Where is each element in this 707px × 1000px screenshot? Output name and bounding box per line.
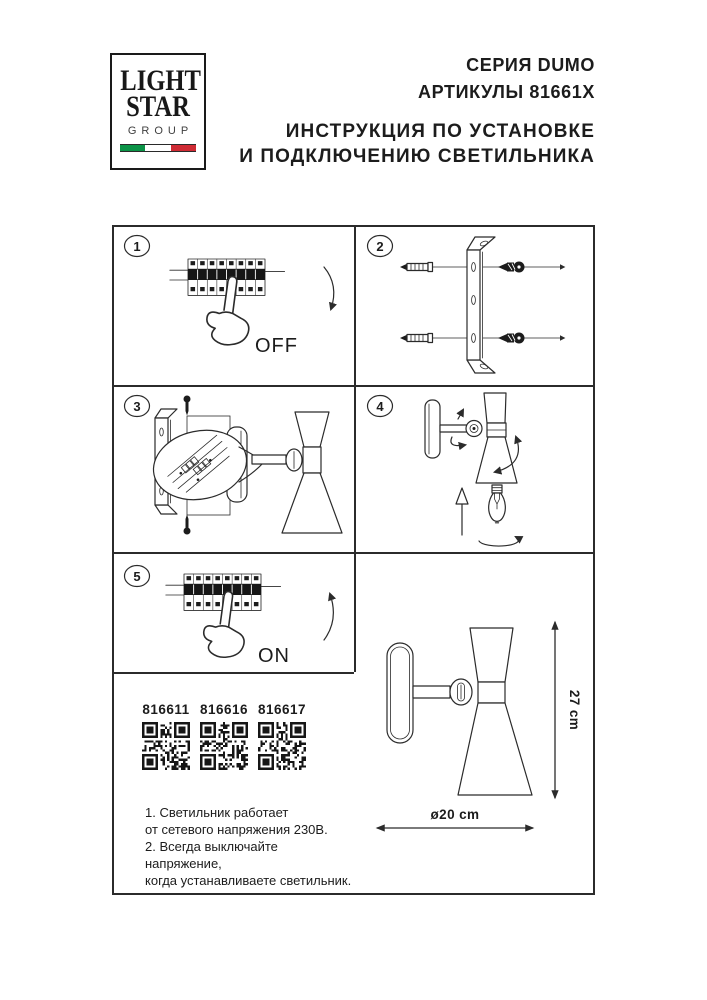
header-text: [239, 52, 595, 169]
instruction-title: [239, 119, 595, 169]
dimension-drawing: [354, 552, 595, 893]
step3-diagram: [112, 385, 354, 552]
rotate-up-arrow-icon: [458, 410, 463, 419]
step3-number-badge: [125, 396, 150, 417]
svg-text:5: 5: [133, 569, 141, 584]
article-item: [195, 702, 253, 770]
flag-green-stripe: [120, 145, 145, 151]
logo-word-group: GROUP: [127, 125, 194, 137]
screw-top-icon: [184, 396, 191, 416]
article-item: [137, 702, 195, 770]
svg-text:2: 2: [376, 239, 384, 254]
dowel-and-screw-bottom: [400, 333, 564, 344]
note-line: когда устанавливаете светильник.: [145, 873, 352, 888]
qr-code: [258, 722, 306, 770]
step5-diagram: [112, 552, 354, 672]
logo-word-light: LIGHT: [120, 64, 201, 97]
article-code: 816616: [199, 702, 249, 717]
instruction-title-line1: ИНСТРУКЦИЯ ПО УСТАНОВКЕ: [285, 121, 595, 142]
flag-white-stripe: [145, 145, 170, 151]
screw-bottom-icon: [184, 515, 191, 535]
insert-arrow-icon: [456, 488, 468, 535]
svg-text:3: 3: [133, 399, 141, 414]
arrow-down-icon: [324, 267, 334, 309]
height-label: 27 cm: [567, 689, 582, 731]
on-label: ON: [258, 645, 290, 667]
logo-word-star: STAR: [126, 90, 190, 123]
qr-code: [142, 722, 190, 770]
diameter-label: ø20 cm: [430, 807, 480, 822]
step4-number-badge: [368, 396, 393, 417]
qr-code: [200, 722, 248, 770]
flag-red-stripe: [171, 145, 196, 151]
safety-notes: [145, 804, 354, 889]
note-line: от сетевого напряжения 230В.: [145, 822, 328, 837]
articles-title: АРТИКУЛЫ 81661X: [418, 82, 595, 102]
article-code: 816611: [142, 702, 190, 717]
step1-diagram: [112, 225, 354, 385]
instruction-title-line2: И ПОДКЛЮЧЕНИЮ СВЕТИЛЬНИКА: [239, 146, 595, 167]
lamp-dimension-view: [387, 628, 532, 795]
svg-text:1: 1: [133, 239, 141, 254]
lamp-side-view: [252, 412, 342, 533]
swivel-arc-arrow-icon: [451, 437, 465, 446]
bulb-icon: [489, 485, 506, 523]
instruction-grid: [112, 225, 595, 895]
step2-number-badge: [368, 236, 393, 257]
step5-number-badge: [125, 566, 150, 587]
step2-diagram: [354, 225, 595, 385]
note-line: 1. Светильник работает: [145, 805, 289, 820]
step1-number-badge: [125, 236, 150, 257]
note-line: 2. Всегда выключайте напряжение,: [145, 839, 278, 871]
lightstar-logo: [110, 53, 206, 170]
mounting-bracket-icon: [467, 237, 495, 373]
step4-diagram: [354, 385, 595, 552]
svg-text:4: 4: [376, 399, 384, 414]
diameter-dimension: [377, 807, 533, 828]
articles-section: [112, 672, 354, 893]
italian-flag-icon: [120, 144, 196, 152]
article-item: [253, 702, 311, 770]
screw-in-rotation-arrow-icon: [479, 537, 519, 546]
off-label: OFF: [255, 335, 298, 357]
article-code: 816617: [257, 702, 307, 717]
dowel-and-screw-top: [400, 262, 564, 273]
height-dimension: [555, 622, 582, 798]
arrow-up-icon: [324, 594, 333, 640]
series-title: СЕРИЯ DUMO: [466, 55, 595, 75]
